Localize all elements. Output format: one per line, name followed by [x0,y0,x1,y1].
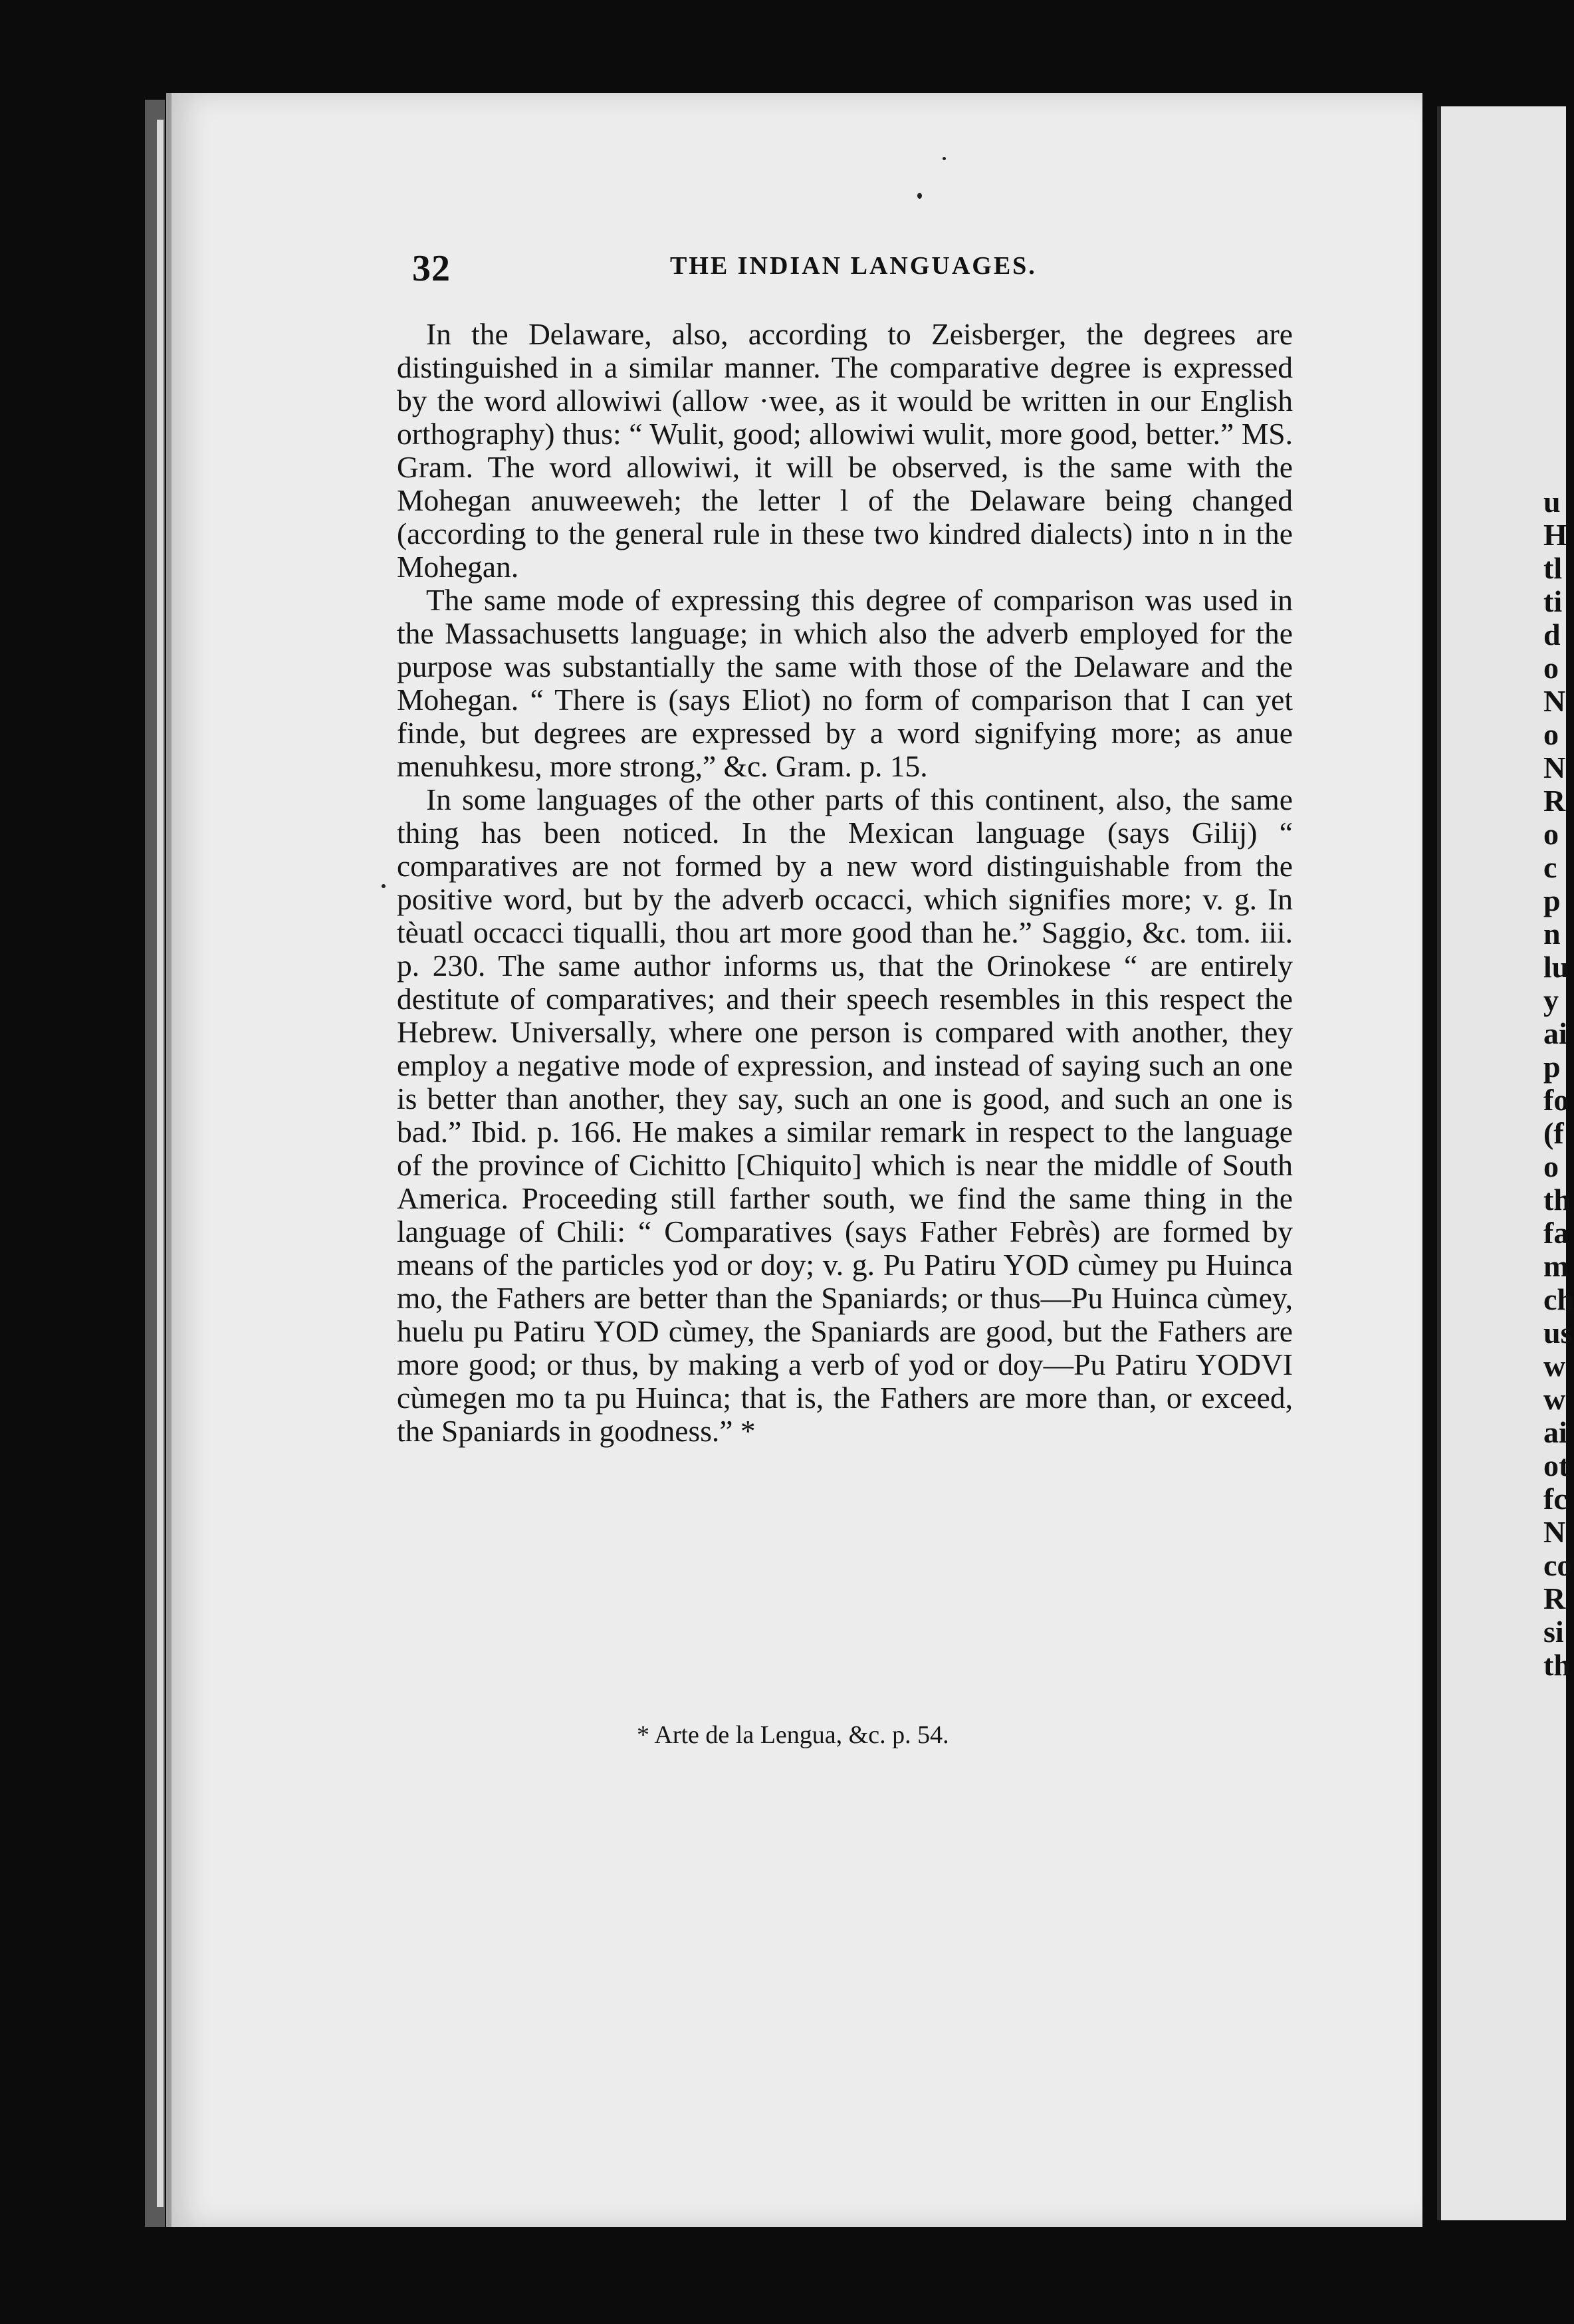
page-number: 32 [412,248,451,289]
ink-speck [917,193,922,199]
paragraph: The same mode of expressing this degree of comparison was used in the Massachusetts language; in which also the adverb employed for the purpose was substantially the same with those of the Delaware and the Mohegan. “ There is (says Eliot) no form of comparison that I can yet finde, but degrees are expressed by a word signifying more; as anue menuhkesu, more strong,” &c. Gram. p. 15. [397,583,1293,783]
ink-speck [382,884,386,888]
running-head: THE INDIAN LANGUAGES. [670,252,1037,280]
adjacent-page-text: u H tl ti d o N o N R o c p n lu y ai p fo (f o th fa m ch us w w ai ot fc N co R si th [1543,485,1574,1682]
page-header [412,247,1293,287]
paragraph: In some languages of the other parts of this continent, also, the same thing has been noticed. In the Mexican language (says Gilij) “ comparatives are not formed by a new word distinguishable from the positive word, but by the adverb occacci, which signifies more; v. g. In tèuatl occacci tiqualli, thou art more good than he.” Saggio, &c. tom. iii. p. 230. The same author informs us, that the Orinokese “ are entirely destitute of comparatives; and their speech resembles in this respect the Hebrew. Universally, where one person is compared with another, they employ a negative mode of expression, and instead of saying such an one is better than another, they say, such an one is good, and such an one is bad.” Ibid. p. 166. He makes a similar remark in respect to the language of the province of Cichitto [Chiquito] which is near the middle of South America. Proceeding still farther south, we find the same thing in the language of Chili: “ Comparatives (says Father Febrès) are formed by means of the particles yod or doy; v. g. Pu Patiru YOD cùmey pu Huinca mo, the Fathers are better than the Spaniards; or thus—Pu Huinca cùmey, huelu pu Patiru YOD cùmey, the Spaniards are good, but the Fathers are more good; or thus, by making a verb of yod or doy—Pu Patiru YODVI cùmegen mo ta pu Huinca; that is, the Fathers are more than, or exceed, the Spaniards in goodness.” * [397,782,1293,1448]
page-gutter-edge [157,120,164,2207]
footnote: * Arte de la Lengua, &c. p. 54. [637,1721,949,1749]
ink-speck [943,157,946,160]
paragraph: In the Delaware, also, according to Zeisberger, the degrees are distinguished in a similar manner. The comparative degree is expressed by the word allowiwi (allow ·wee, as it would be written in our English orthography) thus: “ Wulit, good; allowiwi wulit, more good, better.” MS. Gram. The word allowiwi, it will be observed, is the same with the Mohegan anuweeweh; the letter l of the Delaware being changed (according to the general rule in these two kindred dialects) into n in the Mohegan. [397,317,1293,584]
body-text [397,318,1293,1448]
